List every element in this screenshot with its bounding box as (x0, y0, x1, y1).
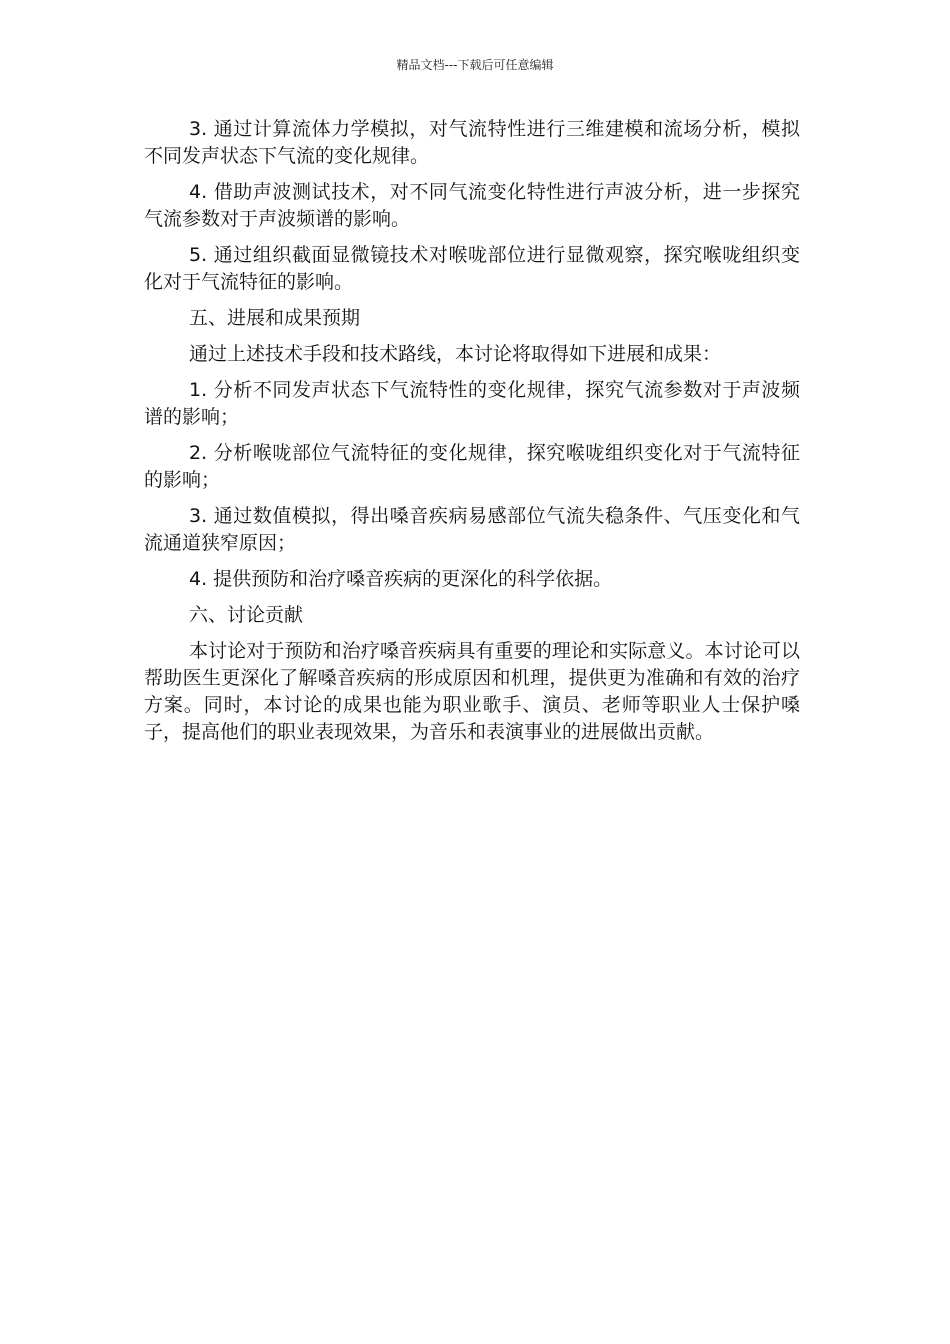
document-body (144, 116, 800, 755)
paragraph-contribution: 本讨论对于预防和治疗嗓音疾病具有重要的理论和实际意义。本讨论可以帮助医生更深化了解嗓音疾病的形成原因和机理，提供更为准确和有效的治疗方案。同时，本讨论的成果也能为职业歌手、演员、老师等职业人士保护嗓子，提高他们的职业表现效果，为音乐和表演事业的进展做出贡献。 (144, 640, 800, 743)
paragraph-result-2: 2. 分析喉咙部位气流特征的变化规律，探究喉咙组织变化对于气流特征的影响； (144, 442, 800, 491)
page-header: 精品文档---下载后可任意编辑 (396, 58, 554, 72)
paragraph-result-3: 3. 通过数值模拟，得出嗓音疾病易感部位气流失稳条件、气压变化和气流通道狭窄原因； (144, 505, 800, 554)
paragraph-progress-intro: 通过上述技术手段和技术路线，本讨论将取得如下进展和成果： (189, 343, 722, 365)
paragraph-method-3: 3. 通过计算流体力学模拟，对气流特性进行三维建模和流场分析，模拟不同发声状态下气流的变化规律。 (144, 118, 800, 167)
paragraph-method-4: 4. 借助声波测试技术，对不同气流变化特性进行声波分析，进一步探究气流参数对于声波频谱的影响。 (144, 181, 800, 230)
paragraph-result-1: 1. 分析不同发声状态下气流特性的变化规律，探究气流参数对于声波频谱的影响； (144, 379, 800, 428)
paragraph-result-4: 4. 提供预防和治疗嗓音疾病的更深化的科学依据。 (189, 568, 613, 590)
section-heading-contribution: 六、讨论贡献 (189, 604, 304, 626)
paragraph-method-5: 5. 通过组织截面显微镜技术对喉咙部位进行显微观察，探究喉咙组织变化对于气流特征的影响。 (144, 244, 800, 293)
section-heading-progress: 五、进展和成果预期 (189, 307, 361, 329)
